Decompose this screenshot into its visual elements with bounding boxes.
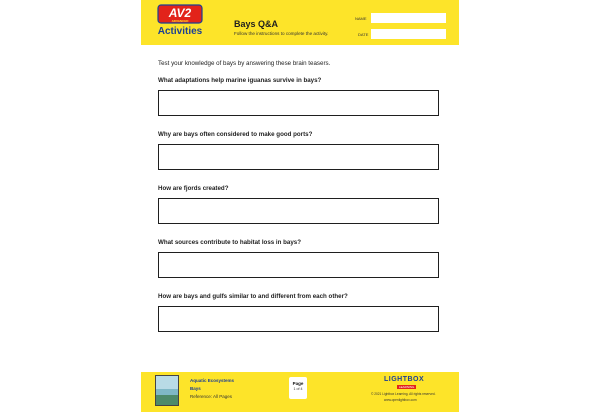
logo-text: AV2 [168, 6, 192, 20]
answer-box-2[interactable] [158, 144, 439, 170]
answer-box-3[interactable] [158, 198, 439, 224]
page-indicator [289, 377, 307, 399]
cover-sky [156, 376, 178, 389]
logo-subtext: ADVANCED [171, 19, 189, 23]
instructions-text: Follow the instructions to complete the activity. [234, 31, 329, 36]
cover-land [156, 395, 178, 405]
question-4: What sources contribute to habitat loss in bays? [158, 239, 302, 246]
question-1: What adaptations help marine iguanas survive in bays? [158, 77, 322, 84]
av2-logo [149, 4, 211, 42]
activities-label: Activities [157, 26, 203, 37]
lightbox-learning-tag: LEARNING [399, 385, 415, 389]
name-label: NAME [355, 16, 367, 21]
name-field[interactable] [371, 13, 446, 23]
question-5: How are bays and gulfs similar to and different from each other? [158, 293, 348, 300]
worksheet-page [141, 0, 459, 412]
page-title: Bays Q&A [234, 19, 279, 29]
page-label: Page [292, 381, 304, 386]
copyright-text: © 2021 Lightbox Learning. All rights reserved. [371, 392, 436, 396]
page-number: 1 of 4 [293, 387, 303, 391]
header-band [141, 0, 459, 45]
book-subtitle: Bays [190, 386, 201, 391]
answer-box-5[interactable] [158, 306, 439, 332]
lightbox-logo: LIGHTBOX [384, 376, 425, 383]
av2-logo-icon [157, 4, 203, 24]
website-url: www.openlightbox.com [384, 398, 417, 402]
book-cover-thumbnail [155, 375, 179, 406]
question-2: Why are bays often considered to make good ports? [158, 131, 313, 138]
reference-text: Reference: All Pages [190, 394, 233, 399]
date-field[interactable] [371, 29, 446, 39]
intro-text: Test your knowledge of bays by answering these brain teasers. [158, 60, 331, 67]
answer-box-4[interactable] [158, 252, 439, 278]
answer-box-1[interactable] [158, 90, 439, 116]
footer-band [141, 372, 459, 412]
question-3: How are fjords created? [158, 185, 229, 192]
date-label: DATE [358, 32, 369, 37]
book-title: Aquatic Ecosystems [190, 378, 235, 383]
